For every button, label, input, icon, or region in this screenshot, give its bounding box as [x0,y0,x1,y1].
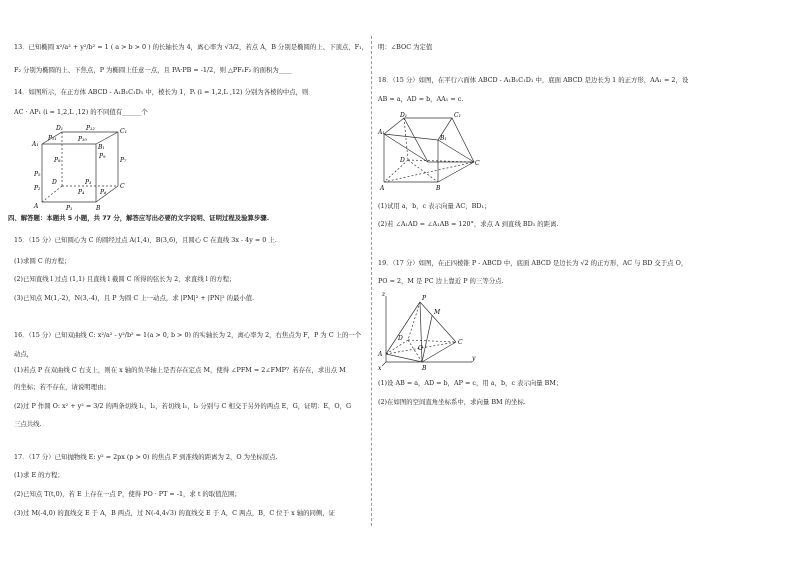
q16-part2b: 三点共线. [14,420,42,428]
q15-part1: (1)求圆 C 的方程； [14,257,71,265]
cube-vertex-label: C [120,183,125,190]
pyramid-vertex-label: z [382,291,386,298]
q15-part2: (2)已知直线 l 过点 (1,1) 且直线 l 截圆 C 所得的弦长为 2，求直线 l 的方程； [14,275,236,283]
parallelepiped-vertex-label: D [400,157,405,164]
q15-head: 15．（15 分）已知圆心为 C 的圆经过点 A(1,4)，B(3,6)，且圆心 C 在直线 3x - 4y = 0 上. [14,236,277,244]
q16-part1b: 的坐标；若不存在，请说明理由； [14,383,110,391]
cube-vertex-label: P₁₁ [48,135,57,142]
cube-vertex-label: P₁₂ [86,125,95,132]
q16-part1: (1)若点 P 在双曲线 C 右支上，则在 x 轴的负半轴上是否存在定点 M，使得 ∠PFM = 2∠FMP？若存在，求出点 M [14,366,346,374]
cube-vertex-label: C₁ [120,128,127,135]
pyramid-figure [378,292,478,372]
pyramid-vertex-label: B [422,365,427,372]
parallelepiped-vertex-label: D₁ [400,112,408,119]
q18-part2: (2)若 ∠A₁AD = ∠A₁AB = 120°，求点 A 到直线 BD₁ 的距离. [378,220,559,228]
cube-vertex-label: D₁ [56,125,64,132]
cube-vertex-label: A [34,203,39,210]
q19-head: 19．（17 分）如图，在正四棱锥 P - ABCD 中，底面 ABCD 是边长为 √2 的正方形，AC 与 BD 交于点 O， [378,259,688,267]
cube-vertex-label: P₂ [34,185,41,192]
pyramid-vertex-label: y [472,355,476,362]
parallelepiped-vertex-label: B₁ [440,135,447,142]
cube-vertex-label: P₃ [85,179,92,186]
cube-vertex-label: P₆ [100,189,107,196]
parallelepiped-vertex-label: C₁ [454,112,461,119]
q19-part2: (2)在如图的空间直角坐标系中，求向量 BM 的坐标. [378,398,526,406]
cube-vertex-label: A₁ [32,141,39,148]
section-heading: 四、解答题：本题共 5 小题，共 77 分，解答应写出必要的文字说明、证明过程及验算步骤. [8,214,270,222]
q17-part1: (1)求 E 的方程； [14,471,64,479]
cube-vertex-label: P₇ [120,157,127,164]
q17-part3: (3)过 M(-4,0) 的直线交 E 于 A，B 两点，过 N(-4,4√3) 的直线交 E 于 A，C 两点，B，C 位于 x 轴的同侧，证 [14,509,336,517]
parallelepiped-figure [378,110,478,192]
q17-part2: (2)已知点 T(t,0)，若 E 上存在一点 P，使得 PO · PT = -1，求 t 的取值范围； [14,490,241,498]
cube-vertex-label: P₅ [34,171,41,178]
pyramid-vertex-label: A [378,351,383,358]
pyramid-vertex-label: x [378,365,382,372]
q18-head: 18．（15 分）如图，在平行六面体 ABCD - A₁B₁C₁D₁ 中，底面 ABCD 是边长为 1 的正方形，AA₁ = 2，设 [378,76,689,84]
q18-part1: (1)试用 a，b，c 表示向量 AC，BD₁； [378,202,491,210]
q19-head2: PO = 2，M 是 PC 边上靠近 P 的三等分点. [378,277,504,285]
cube-vertex-label: B [96,205,101,212]
pyramid-vertex-label: M [434,309,441,316]
q13-line2: F₂ 分别为椭圆的上、下焦点，P 为椭圆上任意一点，且 PA·PB = -1/2，则 △PF₁F₂ 的面积为____ [14,66,292,74]
q19-part1: (1)设 AB = a，AD = b，AP = c，用 a，b，c 表示向量 BM； [378,379,563,387]
parallelepiped-vertex-label: B [436,185,441,192]
pyramid-vertex-label: C [458,339,463,346]
cube-vertex-label: P₁ [66,205,73,212]
column-divider [371,36,372,526]
cube-vertex-label: P₈ [54,157,61,164]
cube-vertex-label: P₁₀ [78,136,87,143]
cube-vertex-label: P₉ [99,153,106,160]
cube-vertex-label: B₁ [98,144,105,151]
q14-line2: AC · AP₁ (i = 1,2,L ,12) 的不同值有______个 [14,108,148,116]
q16-part2: (2)过 P 作圆 O: x² + y² = 3/2 的两条切线 l₁，l₂，若切线 l₁，l₂ 分别与 C 相交于另外的两点 E，G，证明：E，O，G [14,402,352,410]
cube-vertex-label: D [52,179,57,186]
cube-figure [30,124,130,214]
pyramid-vertex-label: D [398,335,403,342]
parallelepiped-vertex-label: C [475,160,480,167]
pyramid-vertex-label: P [422,295,427,302]
q18-head2: AB = a，AD = b，AA₁ = c. [378,95,464,103]
q15-part3: (3)已知点 M(1,-2)，N(3,-4)，且 P 为圆 C 上一动点，求 |PM|² + |PN|² 的最小值. [14,294,255,302]
q17-head: 17．（17 分）已知抛物线 E: y² = 2px (p > 0) 的焦点 F 到准线的距离为 2，O 为坐标原点. [14,453,278,461]
q14-line1: 14．如图所示，在正方体 ABCD - A₁B₁C₁D₁ 中，棱长为 1，Pᵢ (i = 1,2,L ,12) 分别为各棱的中点，则 [14,88,309,96]
q17-continued: 明：∠BOC 为定值 [378,43,433,51]
q16-head: 16．（15 分）已知双曲线 C: x²/a² - y²/b² = 1(a > 0, b > 0) 的实轴长为 2，离心率为 2，右焦点为 F，P 为 C 上的一个 [14,331,362,339]
cube-vertex-label: P₄ [78,189,85,196]
q13-line1: 13．已知椭圆 x²/a² + y²/b² = 1 ( a > b > 0 ) 的长轴长为 4，离心率为 √3/2，若点 A，B 分别是椭圆的上、下顶点，F₁， [14,43,369,51]
pyramid-vertex-label: O [418,345,423,352]
q16-head2: 动点， [14,350,34,358]
parallelepiped-vertex-label: A₁ [378,129,385,136]
parallelepiped-vertex-label: A [380,185,385,192]
